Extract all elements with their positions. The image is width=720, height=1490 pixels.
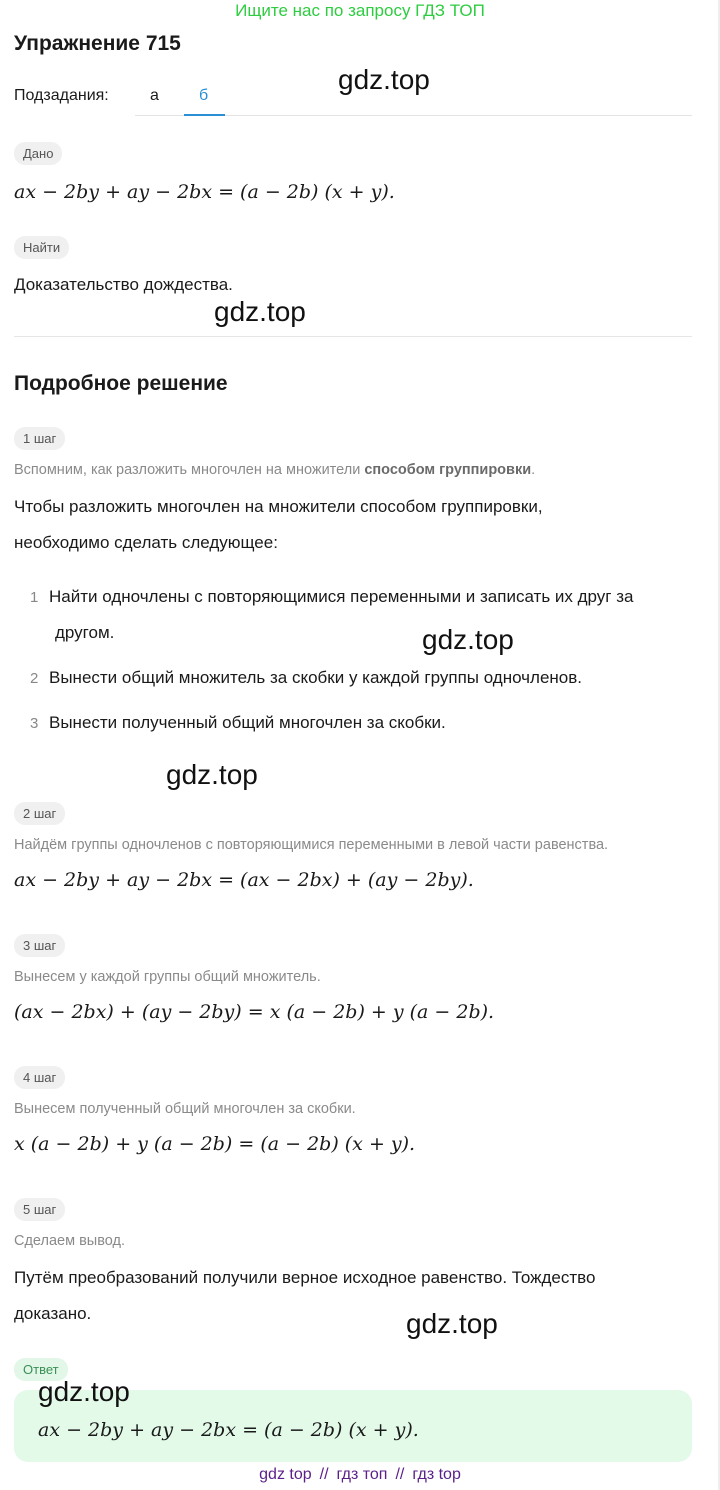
answer-formula: ax − 2by + ay − 2bx = (a − 2b) (x + y). bbox=[38, 1419, 419, 1441]
solution-heading: Подробное решение bbox=[14, 372, 228, 395]
step-text-line: Путём преобразований получили верное исходное равенство. Тождество bbox=[14, 1268, 596, 1287]
step-hint: Сделаем вывод. bbox=[14, 1233, 126, 1249]
step-hint: Вынесем полученный общий многочлен за скобки. bbox=[14, 1101, 356, 1117]
search-banner[interactable]: Ищите нас по запросу ГДЗ ТОП bbox=[235, 1, 485, 20]
watermark: gdz.top bbox=[166, 759, 258, 790]
step-text-line: доказано. bbox=[14, 1304, 92, 1323]
step-formula: x (a − 2b) + y (a − 2b) = (a − 2b) (x + y). bbox=[14, 1133, 416, 1155]
footer-separator: // bbox=[319, 1466, 329, 1483]
footer-link[interactable]: гдз топ bbox=[336, 1466, 388, 1483]
step-text-line: необходимо сделать следующее: bbox=[14, 533, 278, 552]
list-item-continuation: другом. bbox=[55, 623, 115, 642]
watermark: gdz.top bbox=[422, 624, 514, 655]
subtasks-label: Подзадания: bbox=[14, 87, 109, 104]
step-hint: Вынесем у каждой группы общий множитель. bbox=[14, 969, 321, 985]
list-item: Вынести общий множитель за скобки у каждой группы одночленов. bbox=[49, 668, 583, 687]
section-divider bbox=[14, 336, 692, 337]
step-hint: Вспомним, как разложить многочлен на множители способом группировки. bbox=[14, 462, 536, 478]
watermark: gdz.top bbox=[214, 296, 306, 327]
tab-a[interactable]: а bbox=[150, 87, 159, 104]
step-text-line: Чтобы разложить многочлен на множители способом группировки, bbox=[14, 497, 543, 516]
given-chip: Дано bbox=[14, 142, 62, 165]
watermark: gdz.top bbox=[38, 1376, 130, 1407]
find-chip: Найти bbox=[14, 236, 69, 259]
footer-link[interactable]: гдз top bbox=[412, 1466, 461, 1483]
watermark: gdz.top bbox=[338, 64, 430, 95]
footer-separator: // bbox=[395, 1466, 405, 1483]
step-hint-bold: способом группировки bbox=[364, 462, 532, 478]
step-chip: 2 шаг bbox=[14, 802, 65, 825]
page-title: Упражнение 715 bbox=[14, 32, 181, 55]
list-item-number: 2 bbox=[30, 670, 39, 687]
given-formula: ax − 2by + ay − 2bx = (a − 2b) (x + y). bbox=[14, 181, 395, 203]
list-item-number: 1 bbox=[30, 589, 39, 606]
step-formula: ax − 2by + ay − 2bx = (ax − 2bx) + (ay − 2by). bbox=[14, 869, 474, 891]
step-chip: 5 шаг bbox=[14, 1198, 65, 1221]
list-item-number: 3 bbox=[30, 715, 39, 732]
list-item: Найти одночлены с повторяющимися переменными и записать их друг за bbox=[49, 587, 634, 606]
step-formula: (ax − 2bx) + (ay − 2by) = x (a − 2b) + y (a − 2b). bbox=[14, 1001, 495, 1023]
active-tab-indicator bbox=[184, 114, 225, 116]
step-chip: 1 шаг bbox=[14, 427, 65, 450]
step-chip: 3 шаг bbox=[14, 934, 65, 957]
footer-links bbox=[0, 1466, 720, 1484]
watermark: gdz.top bbox=[406, 1308, 498, 1339]
list-item: Вынести полученный общий многочлен за скобки. bbox=[49, 713, 446, 732]
footer-link[interactable]: gdz top bbox=[259, 1466, 312, 1483]
step-hint: Найдём группы одночленов с повторяющимися переменными в левой части равенства. bbox=[14, 837, 609, 853]
tab-b[interactable]: б bbox=[199, 87, 209, 104]
step-chip: 4 шаг bbox=[14, 1066, 65, 1089]
answer-chip: Ответ bbox=[14, 1358, 68, 1381]
find-text: Доказательство дождества. bbox=[14, 275, 233, 294]
